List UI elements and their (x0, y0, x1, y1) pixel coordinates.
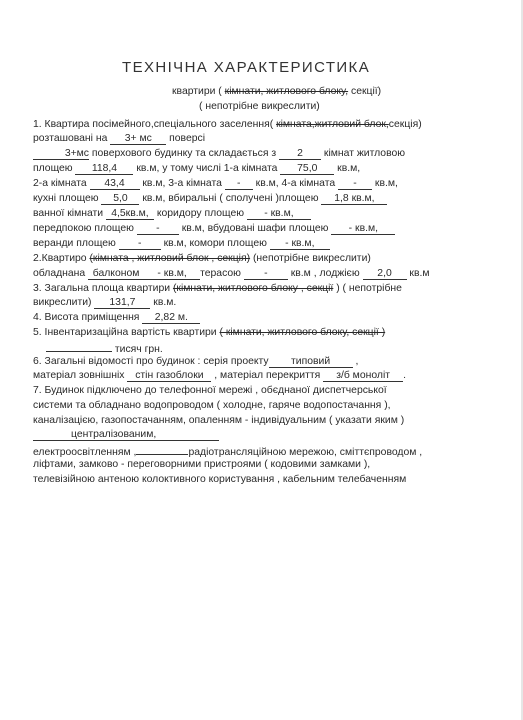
s1-l1-text-end: секція) (388, 119, 422, 130)
s6-l2-text: матеріал зовнішніх (33, 370, 128, 381)
wall-material-value: стін газоблоки (127, 370, 211, 382)
room-4-value: - (338, 178, 372, 190)
s3-line-1 (33, 283, 402, 295)
s5-text-end: тисяч грн. (112, 344, 163, 355)
s2-l1-text-end: (непотрібне викреслити) (250, 253, 371, 264)
s3-l2-text: викреслити) (33, 297, 95, 308)
s2-l2-text-mid: терасою (200, 268, 244, 279)
rooms-count-value: 2 (279, 148, 321, 160)
loggia-value: 2,0 (363, 268, 407, 280)
s1-l9-text: веранди площею (33, 238, 119, 249)
s1-line-4 (33, 163, 360, 175)
subtitle-note: ( непотрібне викреслити) (199, 101, 320, 112)
toilet-value: 1,8 кв.м, (321, 193, 387, 205)
s3-line-2 (33, 297, 176, 309)
s1-line-2 (33, 133, 205, 145)
living-area-value: 118,4 (75, 163, 133, 175)
corridor-value: - кв.м, (247, 208, 311, 220)
s1-l7-text: ванної кімнати (33, 208, 106, 219)
s2-l1-struck: (кімната , житловий блок , секція) (89, 253, 251, 264)
s2-l2-text-mid2: кв.м , лоджією (287, 268, 363, 279)
s1-l8-text: передпокою площею (33, 223, 137, 234)
s1-l2-text: розташовані на (33, 133, 111, 144)
room-2-value: 43,4 (90, 178, 140, 190)
room-1-value: 75,0 (280, 163, 334, 175)
s1-line-7 (33, 208, 311, 220)
s1-l4-text-mid: кв.м, у тому числі 1-а кімната (133, 163, 281, 174)
s1-l6-text-mid: кв.м, вбиральні ( сполучені )площею (139, 193, 322, 204)
s1-l8-text-mid: кв.м, вбудовані шафи площею (178, 223, 332, 234)
s6-line-2 (33, 370, 406, 382)
s7-line-5 (33, 444, 422, 459)
s4-text: 4. Висота приміщення (33, 312, 143, 323)
total-area-value: 131,7 (94, 297, 150, 309)
s7-line-4 (33, 429, 219, 441)
s1-line-8 (33, 223, 395, 235)
floor-value: 3+ мс (110, 133, 166, 145)
s1-l1-text: 1. Квартира посімейного,спеціального заселення( (33, 119, 277, 130)
s5-line-2 (46, 341, 163, 356)
s1-line-6 (33, 193, 387, 205)
s1-line-3 (33, 148, 405, 160)
s1-l9-text-mid: кв.м, комори площею (160, 238, 270, 249)
s3-l1-struck: (кімнати, житлового блоку , секції (172, 283, 334, 294)
s7-l5-blank (136, 444, 188, 455)
s5-text: 5. Інвентаризаційна вартість квартири (33, 327, 220, 338)
s5-line-1 (33, 327, 385, 339)
inventory-value-blank (46, 341, 112, 352)
s7-line-6: ліфтами, замково - переговорними пристроями ( кодовими замками ), (33, 459, 371, 470)
subtitle-struck-text: кімнати, житлового блоку, (224, 86, 349, 97)
s2-line-2 (33, 268, 430, 280)
ceiling-height-value: 2,82 м. (142, 312, 200, 324)
s1-l5-text-mid: кв.м, 3-а кімната (139, 178, 225, 189)
s1-l3-text-end: кімнат житловою (321, 148, 406, 159)
wardrobe-value: - кв.м, (331, 223, 395, 235)
s6-l2-text-mid: , матеріал перекриття (211, 370, 324, 381)
s6-l1-text-end: , (352, 356, 359, 367)
heating-type-value: централізованим, (33, 429, 219, 441)
s2-l1-text: 2.Квартиро (33, 253, 90, 264)
s1-line-5 (33, 178, 398, 190)
s2-l2-text-end: кв.м (406, 268, 430, 279)
s1-l4-text-end: кв.м, (334, 163, 361, 174)
s3-l2-text-end: кв.м. (150, 297, 177, 308)
terrace-value: - (244, 268, 288, 280)
s1-l4-text: площею (33, 163, 76, 174)
s7-line-7: телевізійною антеною колоктивного користування , кабельним телебаченням (33, 474, 407, 485)
bathroom-value: 4,5кв.м, (106, 208, 154, 220)
floor-slab-material-value: з/б моноліт (323, 370, 403, 382)
balcony-value: балконом (88, 268, 144, 280)
s1-l7-text-mid: коридору площею (153, 208, 247, 219)
s1-l5-text-end: кв.м, (372, 178, 398, 189)
storage-value: - кв.м, (270, 238, 330, 250)
s4-line (33, 312, 200, 324)
subtitle-text: квартири ( (172, 86, 225, 97)
storeys-value: 3+мс (33, 148, 89, 160)
document-title: ТЕХНІЧНА ХАРАКТЕРИСТИКА (122, 59, 371, 76)
s1-l5-text-mid2: кв.м, 4-а кімната (252, 178, 339, 189)
veranda-value: - (119, 238, 161, 250)
document-subtitle (172, 86, 381, 98)
s1-l1-struck: кімната,житловий блок, (276, 119, 389, 130)
room-3-value: - (225, 178, 253, 190)
project-series-value: типовий (269, 356, 353, 368)
hallway-value: - (137, 223, 179, 235)
s3-l1-text: 3. Загальна площа квартири (33, 283, 173, 294)
s1-line-9 (33, 238, 330, 250)
s6-l2-text-end: . (403, 370, 406, 381)
s2-l2-text: обладнана (33, 268, 89, 279)
s7-l5-text-end: радіотрансляційною мережою, сміттєпроводом , (188, 447, 423, 458)
s7-l5-text: електроосвітленням , (33, 447, 137, 458)
s1-l6-text: кухні площею (33, 193, 102, 204)
s7-line-3: каналізацією, газопостачанням, опаленням - індивідуальним ( указати яким ) (33, 415, 405, 426)
subtitle-text-end: секції) (348, 86, 382, 97)
s1-line-1 (33, 119, 422, 131)
s5-struck: ( кімнати, житлового блоку, секції ) (219, 327, 386, 338)
s3-l1-text-end: ) ( непотрібне (333, 283, 402, 294)
s7-line-1: 7. Будинок підключено до телефонної мережі , обєднаної диспетчерської (33, 385, 387, 396)
balcony-area-value: - кв.м, (144, 268, 200, 280)
s7-line-2: системи та обладнано водопроводом ( холодне, гаряче водопостачання ), (33, 400, 391, 411)
s6-l1-text: 6. Загальні відомості про будинок : серія проекту (33, 356, 269, 367)
s1-l5-text: 2-а кімната (33, 178, 90, 189)
s2-line-1 (33, 253, 371, 265)
s6-line-1 (33, 356, 358, 368)
kitchen-value: 5,0 (101, 193, 139, 205)
s1-l3-text: поверхового будинку та складається з (89, 148, 280, 159)
s1-l2-text-end: поверсі (166, 133, 206, 144)
